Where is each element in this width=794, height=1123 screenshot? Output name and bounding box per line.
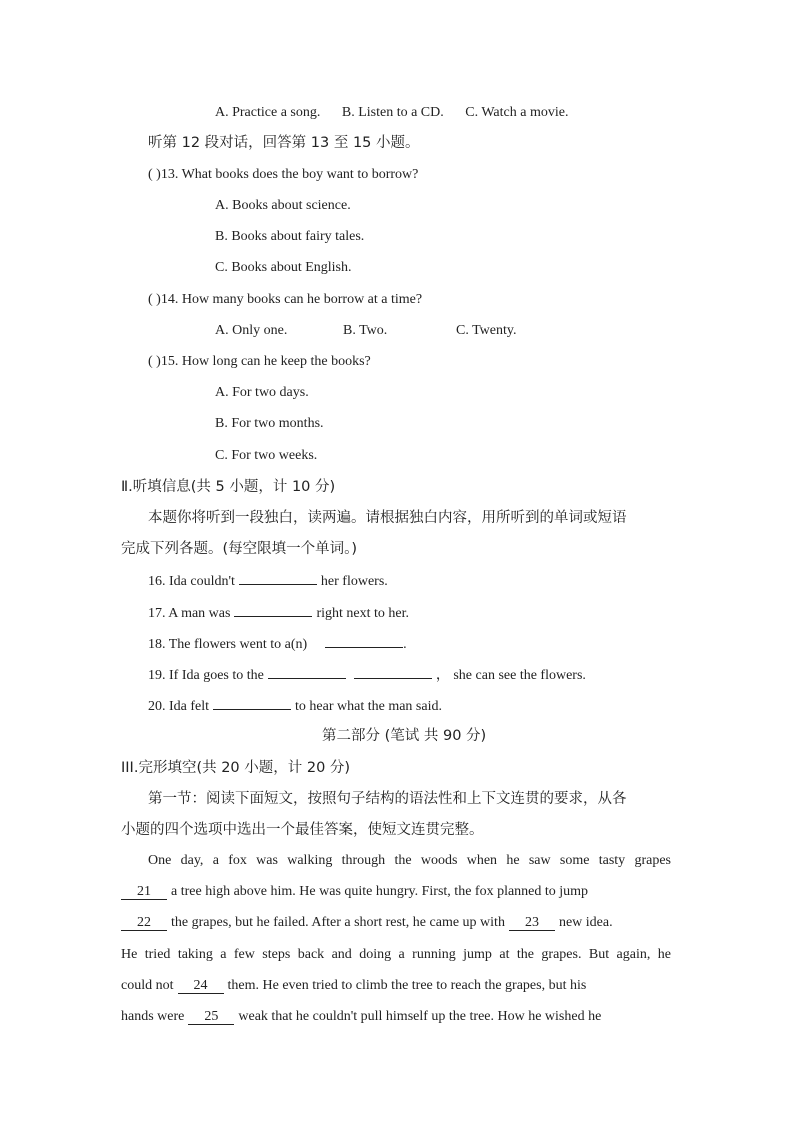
cloze-blank-25[interactable]: 25 [188,1009,234,1025]
section2-instruction-line2: 完成下列各题。(每空限填一个单词。) [121,541,358,557]
q13-option-a: A. Books about science. [215,198,351,213]
q12-option-c: C. Watch a movie. [465,105,569,120]
cloze-blank-22[interactable]: 22 [121,915,167,931]
section2-title: Ⅱ.听填信息(共 5 小题，计 10 分) [121,479,336,495]
section3-title: III.完形填空(共 20 小题，计 20 分) [121,760,351,776]
q14-option-b: B. Two. [343,323,388,338]
answer-paren: ( )13. [148,167,179,182]
passage-line-3: 22 the grapes, but he failed. After a short rest, he came up with 23 new idea. [121,914,671,932]
cloze-blank-21[interactable]: 21 [121,884,167,900]
part2-title: 第二部分 (笔试 共 90 分) [322,728,487,744]
q15-stem: How long can he keep the books? [181,354,371,369]
passage-line-4: He tried taking a few steps back and doing a running jump at the grapes. But again, he [121,947,671,962]
section3-instruction-line1: 第一节：阅读下面短文，按照句子结构的语法性和上下文连贯的要求，从各 [148,791,627,807]
q12-options [215,104,568,122]
section3-instruction-line2: 小题的四个选项中选出一个最佳答案，使短文连贯完整。 [121,822,484,838]
q13-option-c: C. Books about English. [215,260,352,275]
cloze-blank-23[interactable]: 23 [509,915,555,931]
passage-line-1: One day, a fox was walking through the woods when he saw some tasty grapes [148,853,671,868]
answer-blank[interactable] [239,571,317,585]
fill-item-16: 16. Ida couldn't her flowers. [148,571,388,591]
fill-item-17: 17. A man was right next to her. [148,603,409,623]
passage-line-2: 21 a tree high above him. He was quite hungry. First, the fox planned to jump [121,883,671,901]
fill-item-20: 20. Ida felt to hear what the man said. [148,696,442,716]
cloze-blank-24[interactable]: 24 [178,978,224,994]
q12-option-b: B. Listen to a CD. [341,105,444,120]
answer-blank[interactable] [354,665,432,679]
fill-item-18: 18. The flowers went to a(n) . [148,634,407,654]
q13-stem-line [148,166,418,184]
q15-option-b: B. For two months. [215,416,324,431]
q13-stem: What books does the boy want to borrow? [181,167,419,182]
section2-instruction-line1: 本题你将听到一段独白，读两遍。请根据独白内容，用所听到的单词或短语 [148,510,627,526]
dialog12-instruction: 听第 12 段对话，回答第 13 至 15 小题。 [148,135,420,151]
q14-stem: How many books can he borrow at a time? [181,292,423,307]
answer-paren: ( )14. [148,292,179,307]
passage-line-5: could not 24 them. He even tried to climb the tree to reach the grapes, but his [121,978,587,993]
answer-blank[interactable] [234,603,312,617]
answer-blank[interactable] [213,696,291,710]
q15-option-a: A. For two days. [215,385,309,400]
answer-blank[interactable] [268,665,346,679]
q13-option-b: B. Books about fairy tales. [215,229,365,244]
q14-option-a: A. Only one. [215,323,288,338]
answer-blank[interactable] [325,634,403,648]
q14-option-c: C. Twenty. [456,323,517,338]
passage-line-6: hands were 25 weak that he couldn't pull himself up the tree. How he wished he [121,1009,602,1024]
q15-option-c: C. For two weeks. [215,448,318,463]
answer-paren: ( )15. [148,354,179,369]
fill-item-19: 19. If Ida goes to the ， she can see the flowers. [148,665,586,685]
q14-stem-line [148,291,422,309]
q12-option-a: A. Practice a song. [215,105,321,120]
q15-stem-line [148,353,371,371]
